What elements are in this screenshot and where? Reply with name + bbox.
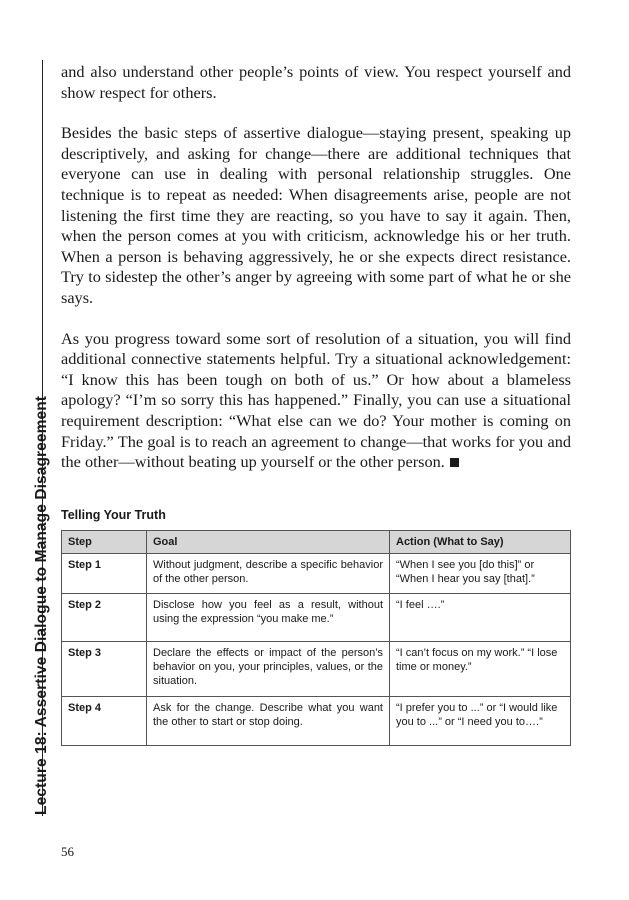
goal-cell: Ask for the change. Describe what you want the other to start or stop doing. [147,696,390,745]
paragraph-3-text: As you progress toward some sort of resolution of a situation, you will find additional connective statements helpful. Try a situational acknowledgement: “I know this has been tough on both of us.” Or how about a blameless apology? “I’m so sorry this has happened.” Finally, you can use a situational requirement description: “What else can we do? Your mother is coming on Friday.” The goal is to reach an agreement to change—that works for you and the other—without beating up yourself or the other person. [61,328,571,472]
goal-cell: Without judgment, describe a specific behavior of the other person. [147,553,390,593]
step-cell: Step 4 [62,696,147,745]
header-goal: Goal [147,530,390,553]
action-cell: “I feel ….” [390,593,571,641]
table-header-row [62,530,571,553]
action-cell: “When I see you [do this]” or “When I hear you say [that].” [390,553,571,593]
table-row [62,696,571,745]
telling-your-truth-table [61,530,571,746]
goal-cell: Declare the effects or impact of the person’s behavior on you, your principles, values, or the situation. [147,641,390,696]
table-row [62,553,571,593]
step-cell: Step 2 [62,593,147,641]
lecture-title-sidebar: Lecture 18: Assertive Dialogue to Manage Disagreement [33,395,50,815]
paragraph-1: and also understand other people’s points of view. You respect yourself and show respect for others. [61,62,571,102]
step-cell: Step 1 [62,553,147,593]
page-number: 56 [61,844,74,859]
paragraph-2: Besides the basic steps of assertive dialogue—staying present, speaking up descriptively, and asking for change—there are additional techniques that everyone can use in dealing with personal relationship struggles. One technique is to repeat as needed: When disagreements arise, people are not listening the first time they are reacting, so you have to say it again. Then, when the person comes at you with criticism, acknowledge his or her truth. When a person is behaving aggressively, he or she expects direct resistance. Try to sidestep the other’s anger by agreeing with some part of what he or she says. [61,123,571,307]
step-cell: Step 3 [62,641,147,696]
table-title: Telling Your Truth [61,507,166,522]
table-row [62,641,571,696]
action-cell: “I prefer you to ...” or “I would like you to ...” or “I need you to….” [390,696,571,745]
table-row [62,593,571,641]
end-of-section-mark [450,458,459,467]
goal-cell: Disclose how you feel as a result, without using the expression “you make me.” [147,593,390,641]
action-cell: “I can’t focus on my work.” “I lose time or money.” [390,641,571,696]
header-step: Step [62,530,147,553]
paragraph-3 [61,329,571,473]
page-body [61,62,571,746]
header-action: Action (What to Say) [390,530,571,553]
